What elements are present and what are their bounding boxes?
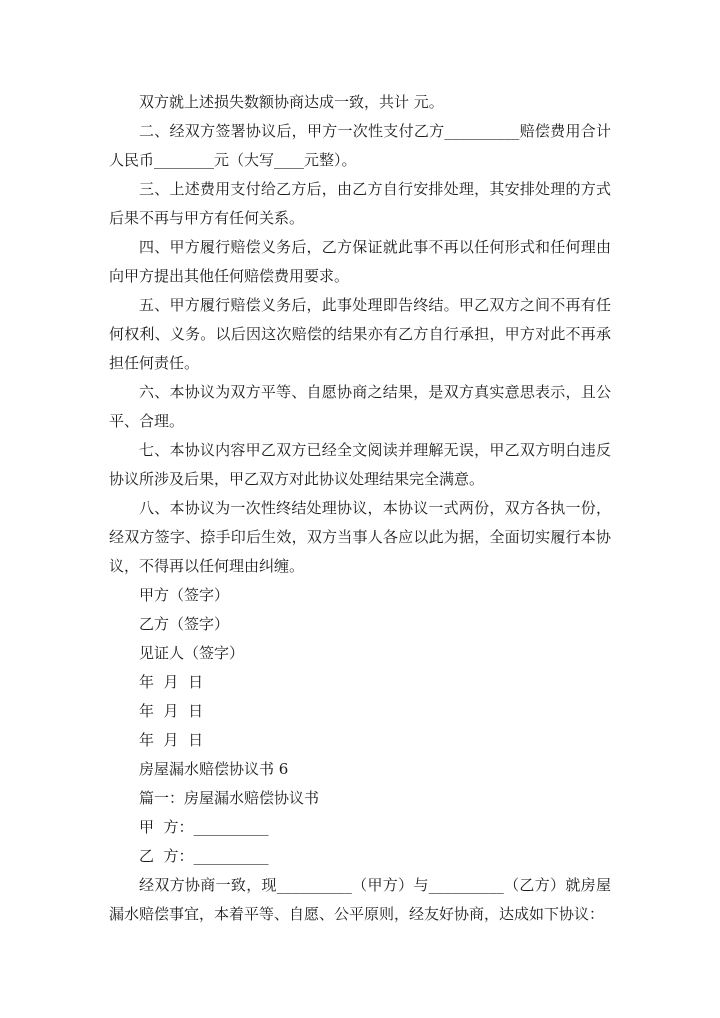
signature-witness: 见证人（签字） — [139, 644, 245, 662]
date-line: 年 月 日 — [139, 673, 204, 691]
clause-7-understanding: 七、本协议内容甲乙双方已经全文阅读并理解无误，甲乙双方明白违反协议所涉及后果，甲乙双方对此协议处理结果完全满意。 — [109, 441, 611, 488]
clause-4-guarantee: 四、甲方履行赔偿义务后，乙方保证就此事不再以任何形式和任何理由向甲方提出其他任何赔偿费用要求。 — [109, 238, 611, 285]
signature-party-a: 甲方（签字） — [139, 586, 230, 604]
clause-6-voluntary: 六、本协议为双方平等、自愿协商之结果，是双方真实意思表示，且公平、合理。 — [109, 383, 611, 430]
party-a-field: 甲 方：__________ — [139, 818, 269, 836]
chapter-title: 篇一：房屋漏水赔偿协议书 — [139, 789, 320, 807]
paragraph-loss-agreement: 双方就上述损失数额协商达成一致，共计 元。 — [139, 93, 444, 111]
clause-8-final: 八、本协议为一次性终结处理协议，本协议一式两份，双方各执一份，经双方签字、捺手印后生效，双方当事人各应以此为据，全面切实履行本协议，不得再以任何理由纠缠。 — [109, 499, 611, 575]
intro-paragraph: 经双方协商一致，现__________（甲方）与__________（乙方）就房屋漏水赔偿事宜，本着平等、自愿、公平原则，经友好协商，达成如下协议： — [109, 876, 611, 923]
date-line: 年 月 日 — [139, 731, 204, 749]
document-body — [109, 88, 611, 929]
signature-party-b: 乙方（签字） — [139, 615, 230, 633]
clause-2-payment: 二、经双方签署协议后，甲方一次性支付乙方__________赔偿费用合计人民币________元（大写____元整）。 — [109, 122, 611, 169]
party-b-field: 乙 方：__________ — [139, 847, 269, 865]
clause-3-handling: 三、上述费用支付给乙方后，由乙方自行安排处理，其安排处理的方式后果不再与甲方有任何关系。 — [109, 180, 611, 227]
date-line: 年 月 日 — [139, 702, 204, 720]
section-title: 房屋漏水赔偿协议书 6 — [139, 760, 289, 778]
clause-5-termination: 五、甲方履行赔偿义务后，此事处理即告终结。甲乙双方之间不再有任何权利、义务。以后因这次赔偿的结果亦有乙方自行承担，甲方对此不再承担任何责任。 — [109, 296, 611, 372]
